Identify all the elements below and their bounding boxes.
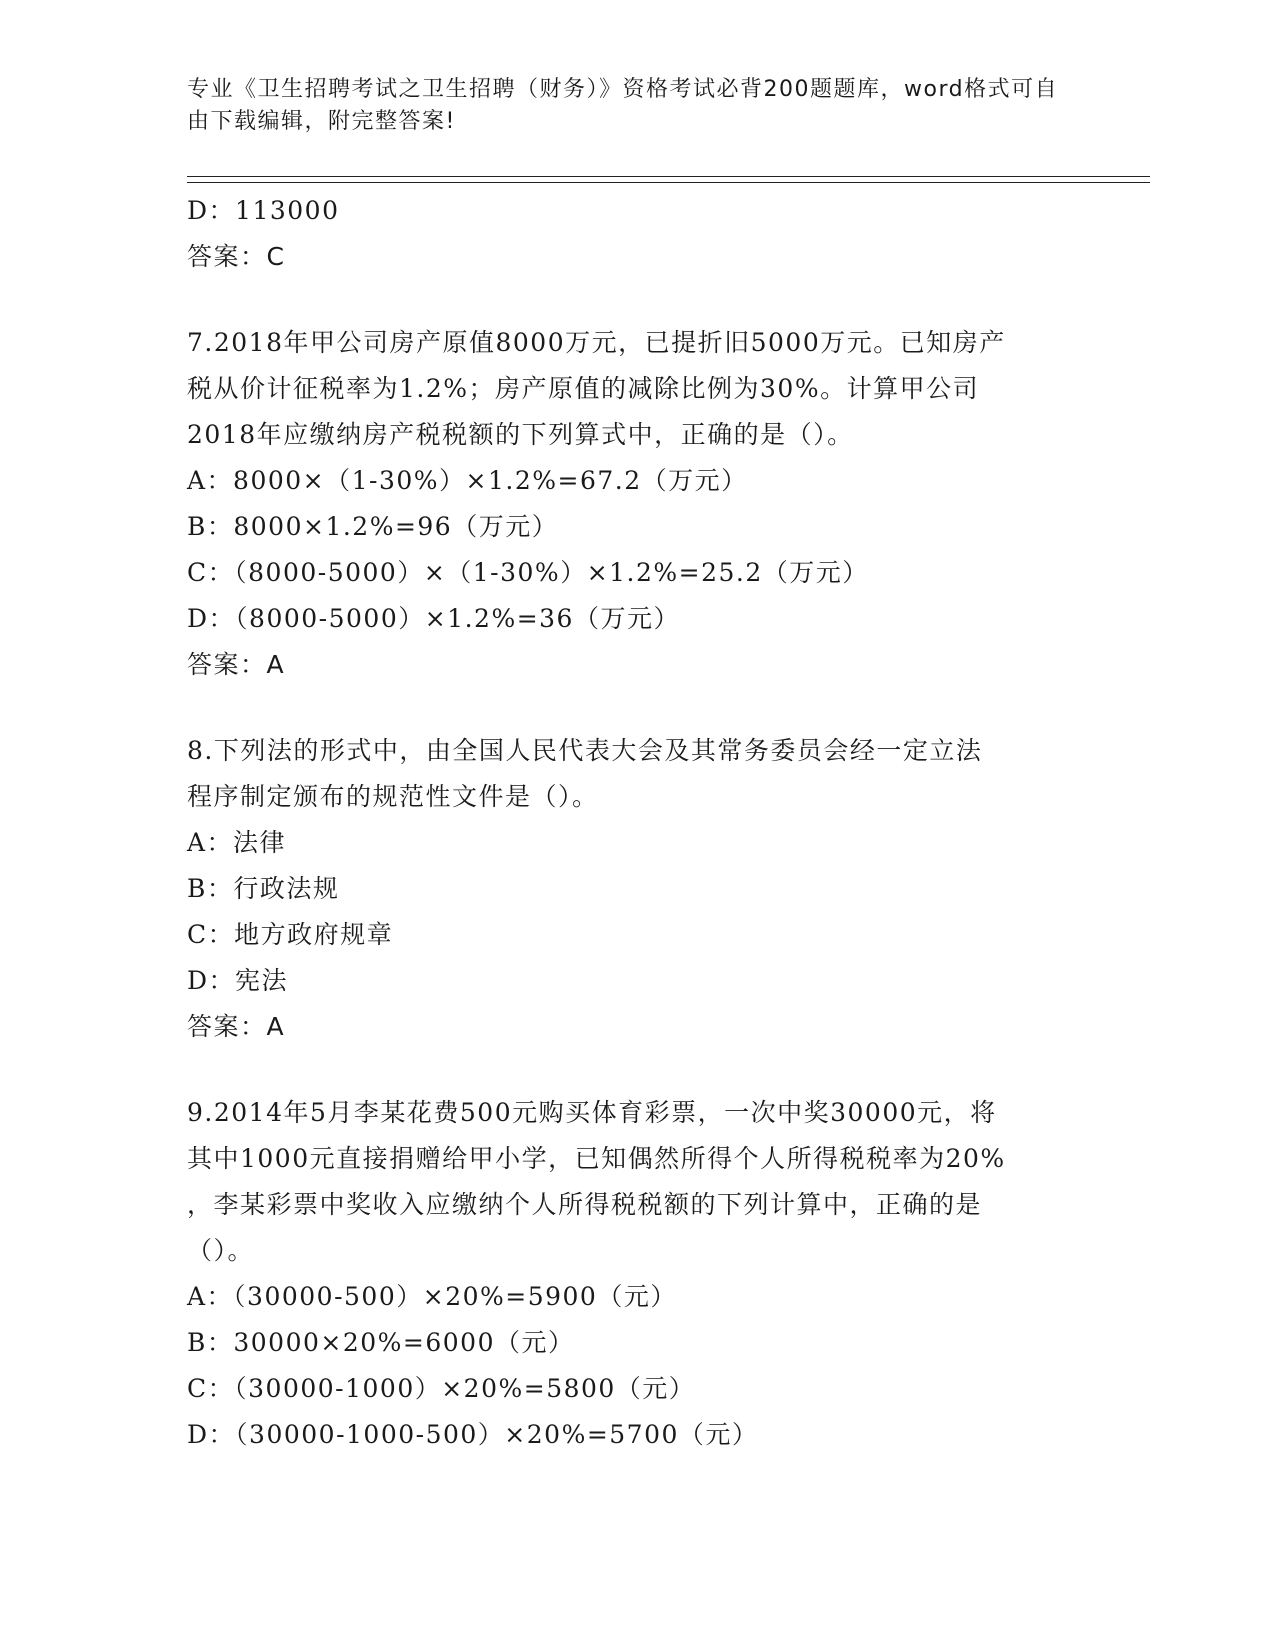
option-b: B：8000×1.2%=96（万元） <box>187 512 559 541</box>
question-stem-line: ，李某彩票中奖收入应缴纳个人所得税税额的下列计算中，正确的是 <box>187 1190 983 1219</box>
option-a: A：8000×（1-30%）×1.2%=67.2（万元） <box>187 466 748 495</box>
question-content <box>187 188 1067 1458</box>
question-stem-line: 9.2014年5月李某花费500元购买体育彩票，一次中奖30000元，将 <box>187 1098 997 1127</box>
page-header-title: 专业《卫生招聘考试之卫生招聘（财务）》资格考试必背200题题库，word格式可自由下载编辑，附完整答案! <box>187 77 1059 134</box>
option-b: B：30000×20%=6000（元） <box>187 1328 575 1357</box>
question-stem-line: 7.2018年甲公司房产原值8000万元，已提折旧5000万元。已知房产 <box>187 328 1006 357</box>
question-stem-line: （）。 <box>187 1236 255 1265</box>
question-8 <box>187 728 1067 1050</box>
answer-line: 答案：A <box>187 650 286 679</box>
header-divider-top <box>187 176 1150 177</box>
option-a: A：（30000-500）×20%=5900（元） <box>187 1282 677 1311</box>
question-9 <box>187 1090 1067 1458</box>
option-c: C：地方政府规章 <box>187 920 394 949</box>
header-divider-bottom <box>187 182 1150 183</box>
answer-line: 答案：A <box>187 1012 286 1041</box>
question-stem-line: 税从价计征税率为1.2%；房产原值的减除比例为30%。计算甲公司 <box>187 374 980 403</box>
answer-line: 答案：C <box>187 242 286 271</box>
option-d: D：宪法 <box>187 966 289 995</box>
option-d: D：（30000-1000-500）×20%=5700（元） <box>187 1420 759 1449</box>
question-stem-line: 2018年应缴纳房产税税额的下列算式中，正确的是（）。 <box>187 420 854 449</box>
option-c: C：（30000-1000）×20%=5800（元） <box>187 1374 696 1403</box>
option-d: D：113000 <box>187 196 340 225</box>
option-a: A：法律 <box>187 828 287 857</box>
option-b: B：行政法规 <box>187 874 340 903</box>
question-stem-line: 程序制定颁布的规范性文件是（）。 <box>187 782 599 811</box>
option-c: C：（8000-5000）×（1-30%）×1.2%=25.2（万元） <box>187 558 869 587</box>
question-stem-line: 8.下列法的形式中，由全国人民代表大会及其常务委员会经一定立法 <box>187 736 983 765</box>
question-7 <box>187 320 1067 688</box>
option-d: D：（8000-5000）×1.2%=36（万元） <box>187 604 680 633</box>
previous-question-tail <box>187 188 1067 280</box>
question-stem-line: 其中1000元直接捐赠给甲小学，已知偶然所得个人所得税税率为20% <box>187 1144 1006 1173</box>
